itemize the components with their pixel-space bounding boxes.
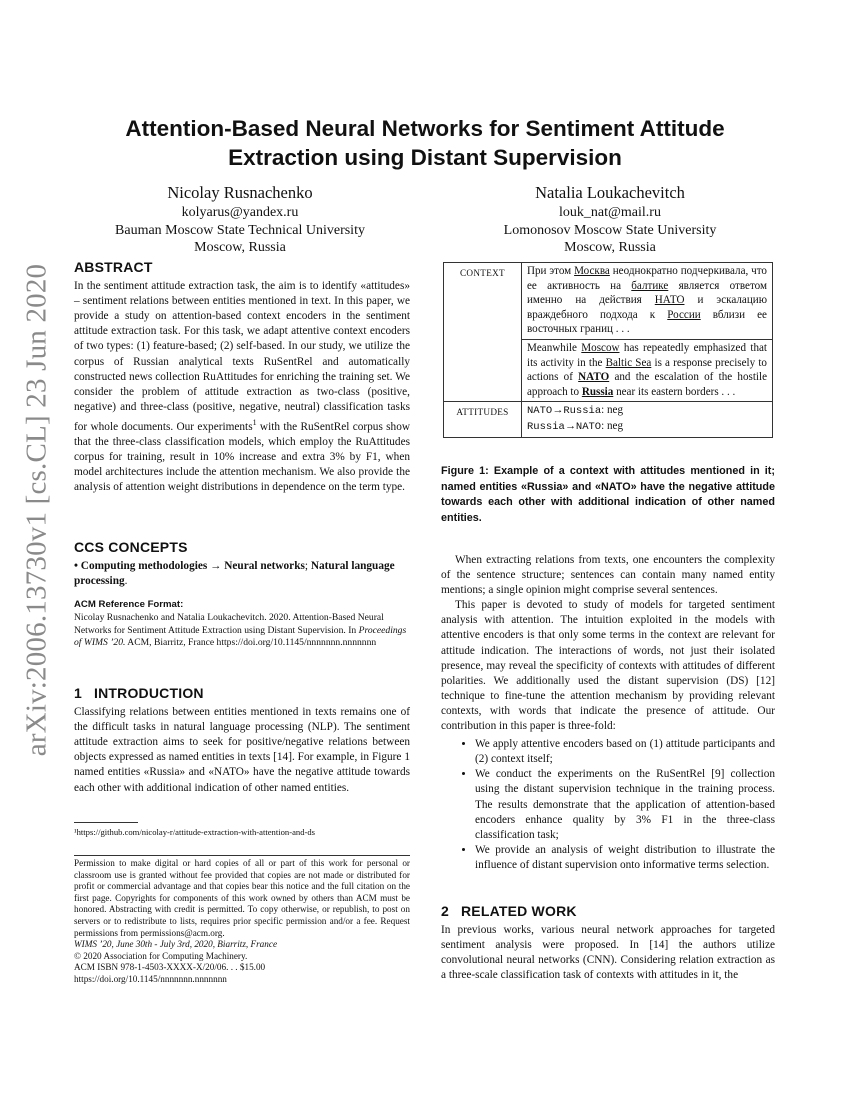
arxiv-id: arXiv:2006.13730v1 [cs.CL] 23 Jun 2020: [20, 263, 53, 757]
contribution-item: • We provide an analysis of weight distribution to illustrate the influence of distant supervision onto informative terms selection.: [475, 843, 775, 873]
conference-info: WIMS ’20, June 30th - July 3rd, 2020, Biarritz, France: [74, 939, 278, 950]
entity-russia-en: Russia: [581, 385, 614, 398]
ccs-section: [74, 540, 410, 650]
context-label: CONTEXT: [444, 263, 522, 402]
footnote-rule: [74, 822, 138, 823]
attitude-target: Russia: [563, 405, 602, 418]
entity-nato-en: NATO: [578, 371, 610, 384]
ccs-item-computing: Computing methodologies: [80, 560, 208, 573]
arxiv-side-stamp: [20, 263, 53, 757]
abstract-text-part-2: with the RuSentRel corpus show that the three-class classification models, which employ the RuAttitudes corpus for training, result in 10% increase and extra 3% by F1, when model architectures include the attention mechanism. We also provide the analysis of attention weight distributions in dependence on the term type.: [74, 420, 411, 494]
acm-ref-text: [74, 612, 410, 649]
introduction-heading: [74, 686, 410, 701]
en-part: Meanwhile: [527, 341, 582, 354]
related-work-heading: [441, 904, 775, 919]
author-block-1: [60, 182, 420, 257]
en-part: near its eastern borders . . .: [613, 385, 736, 398]
ccs-concepts: [74, 559, 410, 589]
author-location: Moscow, Russia: [194, 240, 286, 255]
en-part: and the escalation of the hostile approach to: [527, 371, 767, 398]
attitude-row: [527, 419, 767, 435]
abstract-heading: ABSTRACT: [74, 259, 153, 275]
acm-ref-part-1: Nicolay Rusnachenko and Natalia Loukachevitch. 2020. Attention-Based Neural Networks for Sentiment Attitude Extraction using Distant Supervision. In: [74, 612, 384, 636]
attitude-source: NATO: [527, 405, 553, 418]
permission-block: [74, 858, 410, 986]
entity-baltic-en: Baltic Sea: [605, 356, 652, 369]
title-line-1: Attention-Based Neural Networks for Sentiment Attitude: [125, 116, 725, 141]
abstract-text: [74, 279, 410, 495]
ru-part: При этом: [527, 265, 575, 277]
acm-ref-venue: Proceedings of WIMS ’20.: [74, 624, 407, 649]
contribution-item: • We conduct the experiments on the RuSentRel [9] collection using the distant supervision technique in the training process. The results demonstrate that the application of attention-based encoders enhance quality by 3% F1 in the three-class classification task;: [475, 767, 775, 842]
en-part: has repeatedly emphasized that its activity in the: [527, 341, 768, 369]
ru-part: вблизи ее восточных границ . . .: [527, 308, 767, 336]
author-name: Nicolay Rusnachenko: [167, 183, 313, 202]
attitudes-label: ATTITUDES: [444, 402, 522, 437]
entity-nato-ru: НАТО: [654, 294, 685, 307]
footnote: ¹https://github.com/nicolay-r/attitude-extraction-with-attention-and-ds: [74, 827, 315, 837]
abstract-section: [74, 260, 410, 495]
related-work-text: In previous works, various neural network approaches for targeted sentiment analysis were proposed. In [14] the authors utilize convolutional neural networks (CNN). Considering relation extraction as a three-scale classification task of contexts with attitudes in it, the: [441, 924, 775, 982]
body-paragraph-2: This paper is devoted to study of models for targeted sentiment analysis with attention. The intuition exploited in the models with attentive encoders is that only some terms in the context are relevant for attitude indication. The interactions of words, not just their isolated presence, may reveal the specificity of contexts with attitudes of different polarities. We additionally used the distant supervision (DS) [12] technique to fine-tune the attention mechanism by providing relevant contexts, with words that indicate the presence of attitude. Our contribution in this paper is three-fold:: [441, 599, 775, 733]
author-block-2: [430, 182, 790, 257]
permission-text: Permission to make digital or hard copies of all or part of this work for personal or classroom use is granted without fee provided that copies are not made or distributed for profit or commercial advantage and that copies bear this notice and the full citation on the first page. Copyrights for components of this work owned by others than ACM must be honored. Abstracting with credit is permitted. To copy otherwise, or republish, to post on servers or to redistribute to lists, requires prior specific permission and/or a fee. Request permissions from permissions@acm.org.: [74, 858, 410, 938]
attitudes-list: [522, 402, 773, 437]
abstract-text-part-1: In the sentiment attitude extraction task, the aim is to identify «attitudes» – sentiment relations between entities mentioned in text. In this paper, we provide a study on attention-based context encoders in the sentiment attitude extraction task. For this task, we adapt attentive context encoders of two types: (1) feature-based; (2) self-based. In our study, we utilize the corpus of Russian analytical texts RuSentRel and automatically constructed news collection RuAttitudes for enriching the training set. We consider the problem of attitude extraction as two-class (positive, negative) and three-class (positive, negative, neutral) classification tasks for whole documents. Our experiments: [74, 280, 410, 433]
entity-moscow-en: Moscow: [581, 341, 620, 354]
contribution-list: [441, 737, 775, 873]
ccs-end: .: [124, 575, 128, 588]
section-number: 1: [74, 685, 82, 701]
ccs-separator: ;: [304, 560, 311, 573]
entity-baltic-ru: балтике: [631, 279, 669, 292]
context-russian: [522, 263, 773, 340]
attitude-row: [527, 403, 767, 419]
right-body: [441, 553, 775, 873]
ru-part: и эскалацию враждебного подхода к: [527, 294, 767, 321]
introduction-section: [74, 686, 410, 796]
author-location: Moscow, Russia: [564, 240, 656, 255]
acm-ref-heading: ACM Reference Format:: [74, 599, 184, 611]
related-work-section: [441, 904, 775, 983]
attitude-source: Russia: [527, 420, 565, 433]
author-name: Natalia Loukachevitch: [535, 183, 685, 202]
ccs-item-neural: Neural networks: [224, 560, 305, 573]
author-email: kolyarus@yandex.ru: [181, 205, 299, 220]
en-part: is a response precisely to actions of: [527, 356, 767, 384]
section-title: INTRODUCTION: [94, 685, 204, 701]
entity-russia-ru: России: [667, 308, 701, 321]
section-number: 2: [441, 903, 449, 919]
ccs-bullet: •: [74, 560, 78, 573]
context-english: [522, 339, 773, 401]
attitude-arrow: →: [564, 419, 576, 432]
ccs-heading: CCS CONCEPTS: [74, 539, 188, 555]
attitude-target: NATO: [575, 420, 602, 433]
entity-moscow-ru: Москва: [574, 265, 610, 277]
attitude-label: : neg: [601, 404, 623, 417]
title-line-2: Extraction using Distant Supervision: [228, 145, 622, 170]
body-paragraph-1: When extracting relations from texts, one encounters the complexity of the sentence structure; sentences can contain many named entity mentions; a single opinion might comprise several sentences.: [441, 554, 775, 597]
attitude-arrow: →: [552, 404, 564, 417]
author-email: louk_nat@mail.ru: [559, 205, 661, 220]
figure-1-table: [443, 262, 773, 438]
isbn: ACM ISBN 978-1-4503-XXXX-X/20/06. . . $15.00: [74, 962, 266, 973]
contribution-item: • We apply attentive encoders based on (1) attitude participants and (2) context itself;: [475, 737, 775, 767]
ru-part: неоднократно подчеркивала, что ее активность на: [527, 265, 767, 292]
introduction-text: Classifying relations between entities mentioned in texts remains one of the difficult tasks in natural language processing (NLP). The sentiment attitude extraction aims to seek for positive/negative relations between objects expressed as named entities in texts [14]. For example, in Figure 1 named entities «Russia» and «NATO» have the negative attitude towards each other with additional indication of other named entities.: [74, 706, 410, 794]
attitude-label: : neg: [601, 419, 623, 432]
ru-part: является ответом именно на действия: [527, 279, 768, 307]
copyright: © 2020 Association for Computing Machinery.: [74, 950, 248, 961]
figure-1-caption: Figure 1: Example of a context with attitudes mentioned in it; named entities «Russia» and «NATO» have the negative attitude towards each other with additional indication of other named entities.: [441, 465, 775, 524]
footnote-mark: 1: [252, 417, 257, 427]
acm-ref-part-2: ACM, Biarritz, France https://doi.org/10.1145/nnnnnnn.nnnnnnn: [125, 637, 377, 649]
ccs-arrow: →: [210, 560, 222, 573]
author-affiliation: Bauman Moscow State Technical University: [115, 222, 365, 238]
section-title: RELATED WORK: [461, 903, 577, 919]
doi: https://doi.org/10.1145/nnnnnnn.nnnnnnn: [74, 973, 227, 984]
paper-title: [60, 114, 790, 172]
author-affiliation: Lomonosov Moscow State University: [503, 222, 717, 238]
permission-rule: [74, 855, 410, 856]
ccs-item-nlp: Natural language processing: [74, 560, 395, 588]
